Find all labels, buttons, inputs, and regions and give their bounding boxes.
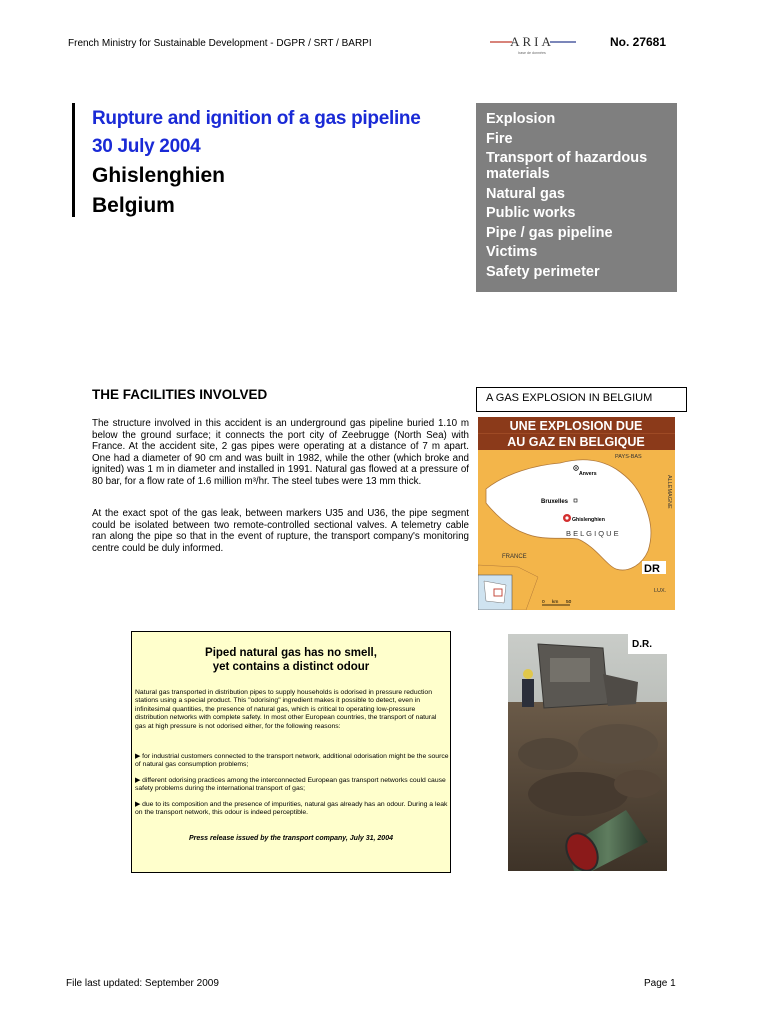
footer-updated: File last updated: September 2009 (66, 978, 219, 989)
map-banner-line2: AU GAZ EN BELGIQUE (507, 435, 645, 449)
bullet-arrow-icon: ▶ (135, 801, 143, 808)
label-belgique: B E L G I Q U E (566, 529, 619, 538)
title-date: 30 July 2004 (92, 136, 201, 157)
page-number: Page 1 (644, 978, 676, 989)
label-allemagne: ALLEMAGNE (666, 475, 672, 509)
keywords-box (476, 103, 677, 292)
svg-text:0: 0 (542, 600, 545, 605)
keyword: Natural gas (486, 185, 565, 202)
map-banner-line1: UNE EXPLOSION DUE (509, 419, 643, 433)
label-ghislenghien: Ghislenghien (572, 517, 605, 523)
firefighter-helmet (523, 669, 533, 679)
bullet-arrow-icon: ▶ (135, 753, 143, 760)
document-number: No. 27681 (610, 35, 667, 49)
label-anvers: Anvers (579, 471, 597, 477)
press-release-box (131, 631, 451, 873)
press-box-intro: Natural gas transported in distribution pipes to supply households is odorised in pressure reduction stations using a special product. This "odorising" ingredient makes it possible to detect, even in infinitesimal quantities, the presence of natural gas, which is critical to operating low-pressure distribution networks with complete safety. In most other European countries, the transport of natural gas at high pressure is not odorised either, for the following reasons: (135, 689, 437, 730)
keyword: Public works (486, 205, 576, 221)
figure-caption: A GAS EXPLOSION IN BELGIUM (476, 387, 687, 412)
press-box-bullet-1: ▶ for industrial customers connected to the transport network, additional odorisation might be the source of natural gas consumption problems; (135, 753, 449, 769)
accident-photo (508, 634, 667, 871)
svg-text:km: km (552, 600, 559, 605)
press-box-bullet-2: ▶ different odorising practices among the interconnected European gas transport networks could cause safety problems during the international transport of gas; (135, 777, 446, 793)
press-release-credit: Press release issued by the transport company, July 31, 2004 (188, 835, 393, 842)
label-france: FRANCE (502, 554, 527, 560)
logo-text: ARIA (510, 34, 554, 49)
title-accent-bar (72, 103, 75, 217)
label-bruxelles: Bruxelles (541, 499, 569, 505)
keyword: Victims (486, 244, 538, 260)
section-title: THE FACILITIES INVOLVED (92, 387, 268, 402)
belgium-map (478, 417, 675, 610)
keyword: Transport of hazardous materials (486, 150, 648, 182)
bullet-arrow-icon: ▶ (135, 777, 143, 784)
keyword: Explosion (486, 111, 556, 127)
facilities-paragraph-2: At the exact spot of the gas leak, between markers U35 and U36, the pipe segment could be isolated between two remote-controlled sectional valves. A telemetry cable ran along the pipe so that in the event of rupture, the transport company's monitoring centre could be duly informed. (92, 508, 469, 554)
svg-text:50: 50 (566, 600, 572, 605)
title-location: Ghislenghien (92, 164, 226, 187)
ministry-header: French Ministry for Sustainable Development - DGPR / SRT / BARPI (68, 38, 372, 49)
label-pays-bas: PAYS-BAS (615, 454, 642, 460)
title-country: Belgium (92, 194, 175, 217)
press-box-title-1: Piped natural gas has no smell, (205, 647, 377, 659)
map-credit: DR (644, 563, 660, 575)
photo-credit: D.R. (632, 639, 652, 650)
label-lux: LUX. (654, 588, 667, 594)
press-box-title-2: yet contains a distinct odour (212, 661, 370, 673)
aria-logo (488, 32, 578, 58)
title-event: Rupture and ignition of a gas pipeline (92, 108, 421, 129)
keyword: Fire (486, 130, 513, 147)
press-box-bullet-3: ▶ due to its composition and the presence of impurities, natural gas already has an odour. During a leak on the transport network, this odour is indeed perceptible. (135, 801, 448, 817)
keyword: Safety perimeter (486, 263, 600, 280)
keyword: Pipe / gas pipeline (486, 224, 613, 241)
logo-subtext: base de données (518, 51, 546, 55)
facilities-paragraph-1: The structure involved in this accident is an underground gas pipeline buried 1.10 m below the ground surface; it connects the port city of Zeebrugge (North Sea) with France. At the accident site, 2 gas pipes were operating at a distance of 7 m apart. One had a diameter of 90 cm and was built in 1982, while the other (which broke and ignited) was 1 m in diameter and installed in 1991. Natural gas flowed at a pressure of 80 bar, for a flow rate of 1.6 million m³/hr. The steel tubes were 13 mm thick. (92, 418, 469, 487)
